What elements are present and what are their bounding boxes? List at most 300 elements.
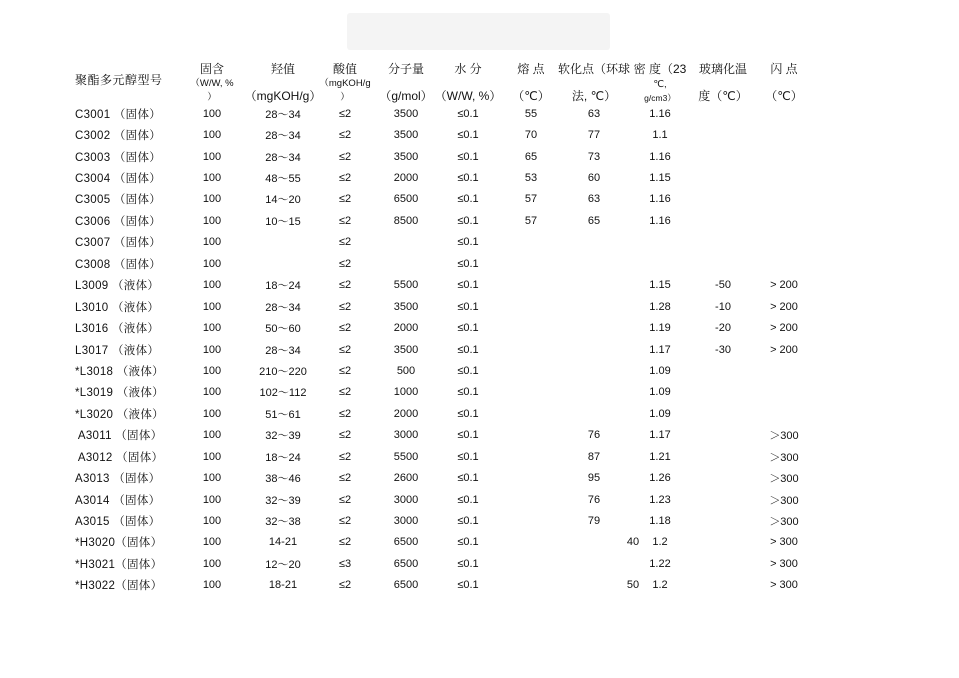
blank-title-highlight-box: [347, 13, 610, 50]
cell-oh: 28～34: [265, 344, 301, 357]
cell-oh: 12～20: [265, 558, 301, 571]
cell-soft: 77: [587, 129, 601, 142]
cell-model: A3015 （固体）: [75, 516, 161, 529]
cell-melt: 70: [524, 129, 538, 142]
cell-solid: 100: [202, 193, 222, 206]
cell-tg: [702, 146, 744, 167]
cell-water: ≤0.1: [457, 557, 479, 570]
column-header-line: （W/W, %）: [434, 89, 502, 104]
cell-oh: 18-21: [268, 579, 298, 592]
cell-solid: 100: [202, 557, 222, 570]
cell-acid: ≤2: [338, 236, 352, 249]
column-header-line: 闪 点: [770, 62, 798, 76]
cell-acid: ≤2: [338, 407, 352, 420]
cell-water: ≤0.1: [457, 150, 479, 163]
cell-melt: 53: [524, 172, 538, 185]
cell-melt: [492, 232, 570, 253]
cell-melt: [492, 532, 570, 553]
cell-acid: ≤2: [338, 257, 352, 270]
column-header-line: 法, ℃）: [571, 89, 617, 104]
cell-model: *L3019 （液体）: [75, 387, 164, 400]
cell-mw: 3500: [393, 343, 419, 356]
cell-tg: [702, 575, 744, 596]
cell-oh: 32～38: [265, 516, 301, 529]
table-row: [72, 275, 824, 296]
cell-density: 1.15: [649, 279, 671, 292]
cell-oh: 18～24: [265, 451, 301, 464]
cell-melt: [492, 317, 570, 338]
cell-flash: > 200: [770, 343, 798, 356]
cell-mw: 5500: [393, 450, 419, 463]
cell-density: 1.16: [649, 214, 671, 227]
column-header-flash: [744, 57, 824, 103]
cell-model: L3009 （液体）: [75, 280, 160, 293]
cell-solid: 100: [202, 107, 222, 120]
cell-flash: > 300: [770, 557, 798, 570]
cell-density: 1.17: [649, 429, 671, 442]
cell-mw: 2600: [393, 472, 419, 485]
cell-model: *H3021（固体）: [75, 558, 163, 571]
column-header-solid: [180, 57, 244, 103]
cell-acid: ≤3: [338, 557, 352, 570]
cell-water: ≤0.1: [457, 279, 479, 292]
cell-model: C3002 （固体）: [75, 130, 162, 143]
column-header-line: 软化点（环球: [558, 62, 631, 76]
table-row: [72, 167, 824, 188]
cell-model: L3010 （液体）: [75, 301, 160, 314]
cell-density: 1.16: [649, 193, 671, 206]
cell-solid: 100: [202, 472, 222, 485]
cell-oh: 10～15: [265, 215, 301, 228]
table-row: [72, 210, 824, 231]
table-row: [72, 467, 824, 488]
cell-water: ≤0.1: [457, 193, 479, 206]
column-header-line: ）: [207, 92, 217, 104]
cell-oh: 28～34: [265, 108, 301, 121]
cell-model: L3017 （液体）: [75, 344, 160, 357]
cell-tg: [702, 553, 744, 574]
cell-oh: 32～39: [265, 494, 301, 507]
cell-mw: 6500: [393, 536, 419, 549]
cell-water: ≤0.1: [457, 107, 479, 120]
column-header-line: 密 度（23: [633, 62, 687, 76]
cell-melt: 65: [524, 150, 538, 163]
table-row: [72, 296, 824, 317]
cell-acid: ≤2: [338, 364, 352, 377]
cell-solid: 100: [202, 279, 222, 292]
cell-melt: [492, 467, 570, 488]
cell-model: A3014 （固体）: [75, 494, 161, 507]
table-row: [72, 146, 824, 167]
cell-density: 1.21: [649, 450, 671, 463]
cell-water: ≤0.1: [457, 172, 479, 185]
table-row: [72, 103, 824, 124]
cell-water: ≤0.1: [457, 472, 479, 485]
cell-mw: [368, 253, 444, 274]
cell-mw: 500: [396, 364, 416, 377]
cell-solid: 100: [202, 257, 222, 270]
cell-water: ≤0.1: [457, 493, 479, 506]
cell-tg: [702, 253, 744, 274]
cell-melt: [492, 360, 570, 381]
cell-flash: > 200: [770, 279, 798, 292]
cell-soft: [570, 275, 618, 296]
cell-flash: ＞300: [769, 473, 799, 486]
cell-tg: [702, 403, 744, 424]
cell-melt: [492, 275, 570, 296]
cell-acid: ≤2: [338, 472, 352, 485]
cell-density: 1.22: [649, 557, 671, 570]
cell-soft: 76: [587, 429, 601, 442]
table-row: [72, 382, 824, 403]
cell-mw: 6500: [393, 557, 419, 570]
cell-acid: ≤2: [338, 150, 352, 163]
cell-oh: [244, 253, 322, 274]
table-row: [72, 489, 824, 510]
cell-soft: 65: [587, 214, 601, 227]
column-header-line: ）: [340, 92, 350, 104]
cell-soft: [570, 403, 618, 424]
column-header-line: （℃）: [512, 89, 550, 104]
cell-oh: 28～34: [265, 301, 301, 314]
cell-model: C3005 （固体）: [75, 194, 162, 207]
cell-flash: [744, 253, 824, 274]
table-row: [72, 532, 824, 553]
table-body: [72, 103, 824, 596]
cell-density: 1.26: [649, 472, 671, 485]
cell-soft: 79: [587, 515, 601, 528]
cell-tg: [702, 103, 744, 124]
cell-acid: ≤2: [338, 193, 352, 206]
cell-oh: 14-21: [268, 536, 298, 549]
column-header-line: （mgKOH/g: [319, 78, 371, 90]
cell-soft: [570, 382, 618, 403]
cell-mw: 3500: [393, 300, 419, 313]
cell-flash: [744, 360, 824, 381]
cell-tg: [702, 124, 744, 145]
cell-mw: 3500: [393, 150, 419, 163]
column-header-line: 羟值: [270, 62, 295, 76]
column-header-soft: [558, 57, 631, 104]
cell-soft: 87: [587, 450, 601, 463]
cell-tg: [702, 510, 744, 531]
cell-tg: [702, 360, 744, 381]
cell-density: 1.16: [649, 150, 671, 163]
cell-mw: 3000: [393, 429, 419, 442]
column-header-line: 分子量: [387, 62, 424, 76]
cell-mw: 2000: [393, 407, 419, 420]
cell-tg: [702, 232, 744, 253]
cell-mw: 2000: [393, 322, 419, 335]
cell-flash: ＞300: [769, 451, 799, 464]
column-header-line: （W/W, %: [190, 78, 234, 90]
cell-soft: 63: [587, 193, 601, 206]
cell-oh: 28～34: [265, 130, 301, 143]
column-header-line: ℃,: [653, 78, 667, 90]
cell-water: ≤0.1: [457, 429, 479, 442]
cell-tg: [702, 489, 744, 510]
cell-solid: 100: [202, 150, 222, 163]
cell-tg: [702, 425, 744, 446]
column-header-density: [618, 57, 702, 103]
cell-solid: 100: [202, 364, 222, 377]
cell-tg: [702, 532, 744, 553]
table-row: [72, 339, 824, 360]
cell-flash: [744, 210, 824, 231]
cell-density: 1.1: [652, 129, 668, 142]
table-row: [72, 360, 824, 381]
cell-tg: [702, 210, 744, 231]
table-row: [72, 575, 824, 596]
cell-solid: 100: [202, 429, 222, 442]
cell-tg: -50: [715, 279, 731, 292]
cell-melt: [492, 253, 570, 274]
cell-density: 1.09: [649, 386, 671, 399]
cell-soft: 60: [587, 172, 601, 185]
cell-water: ≤0.1: [457, 515, 479, 528]
cell-acid: ≤2: [338, 386, 352, 399]
column-header-line: （mgKOH/g）: [244, 89, 322, 104]
column-header-line: （℃）: [765, 89, 803, 104]
cell-melt: 55: [524, 107, 538, 120]
cell-solid: 100: [202, 386, 222, 399]
column-header-line: 度（℃）: [698, 89, 748, 104]
cell-solid: 100: [202, 579, 222, 592]
column-header-oh: [244, 57, 322, 103]
cell-melt: [492, 446, 570, 467]
table-row: [72, 446, 824, 467]
cell-density: 1.23: [649, 493, 671, 506]
cell-solid: 100: [202, 172, 222, 185]
cell-soft: 50: [626, 579, 640, 592]
cell-acid: ≤2: [338, 214, 352, 227]
cell-water: ≤0.1: [457, 236, 479, 249]
column-header-line: 熔 点: [517, 62, 545, 76]
cell-solid: 100: [202, 129, 222, 142]
cell-soft: [570, 232, 618, 253]
cell-flash: ＞300: [769, 516, 799, 529]
cell-melt: [492, 575, 570, 596]
cell-melt: [492, 296, 570, 317]
cell-mw: 6500: [393, 579, 419, 592]
cell-density: 1.16: [649, 107, 671, 120]
table-header-row: [72, 57, 824, 103]
cell-soft: [570, 360, 618, 381]
cell-melt: [492, 510, 570, 531]
cell-solid: 100: [202, 214, 222, 227]
cell-solid: 100: [202, 493, 222, 506]
cell-mw: 1000: [393, 386, 419, 399]
cell-tg: -20: [715, 322, 731, 335]
cell-mw: 6500: [393, 193, 419, 206]
cell-acid: ≤2: [338, 579, 352, 592]
cell-model: *L3020 （液体）: [75, 408, 164, 421]
cell-density: 1.15: [649, 172, 671, 185]
cell-acid: ≤2: [338, 493, 352, 506]
cell-model: A3011 （固体）: [75, 430, 163, 443]
table-row: [72, 124, 824, 145]
cell-model: C3006 （固体）: [75, 215, 162, 228]
table-row: [72, 189, 824, 210]
column-header-line: 固含: [199, 62, 224, 76]
cell-acid: ≤2: [338, 129, 352, 142]
table-row: [72, 553, 824, 574]
cell-acid: ≤2: [338, 322, 352, 335]
cell-model: C3003 （固体）: [75, 151, 162, 164]
cell-water: ≤0.1: [457, 579, 479, 592]
cell-oh: 14～20: [265, 194, 301, 207]
cell-melt: [492, 403, 570, 424]
cell-water: ≤0.1: [457, 536, 479, 549]
cell-acid: ≤2: [338, 172, 352, 185]
cell-acid: ≤2: [338, 536, 352, 549]
column-header-mw: [368, 57, 444, 103]
cell-tg: -30: [715, 343, 731, 356]
column-header-line: （g/mol）: [379, 89, 433, 104]
cell-flash: [744, 232, 824, 253]
column-header-tg: [698, 57, 748, 104]
cell-flash: > 200: [770, 322, 798, 335]
cell-density: 1.18: [649, 515, 671, 528]
cell-oh: [244, 232, 322, 253]
cell-model: *H3020（固体）: [75, 537, 163, 550]
cell-tg: [702, 446, 744, 467]
cell-model: C3008 （固体）: [75, 258, 162, 271]
cell-model: A3013 （固体）: [75, 473, 161, 486]
cell-tg: [702, 382, 744, 403]
cell-oh: 50～60: [265, 323, 301, 336]
cell-solid: 100: [202, 343, 222, 356]
cell-mw: 3500: [393, 107, 419, 120]
cell-oh: 48～55: [265, 173, 301, 186]
column-header-line: 酸值: [332, 62, 357, 76]
column-header-model: [72, 57, 180, 103]
cell-oh: 102～112: [259, 387, 307, 400]
cell-flash: [744, 146, 824, 167]
cell-acid: ≤2: [338, 300, 352, 313]
cell-oh: 32～39: [265, 430, 301, 443]
cell-mw: 2000: [393, 172, 419, 185]
cell-solid: 100: [202, 407, 222, 420]
cell-solid: 100: [202, 450, 222, 463]
cell-flash: [744, 189, 824, 210]
cell-flash: ＞300: [769, 430, 799, 443]
cell-soft: [570, 317, 618, 338]
cell-oh: 18～24: [265, 280, 301, 293]
cell-melt: [492, 339, 570, 360]
cell-melt: [492, 553, 570, 574]
cell-melt: [492, 425, 570, 446]
cell-acid: ≤2: [338, 279, 352, 292]
cell-water: ≤0.1: [457, 386, 479, 399]
cell-soft: 73: [587, 150, 601, 163]
cell-melt: [492, 382, 570, 403]
cell-soft: [570, 253, 618, 274]
table-row: [72, 253, 824, 274]
cell-melt: 57: [524, 193, 538, 206]
table-row: [72, 232, 824, 253]
cell-solid: 100: [202, 515, 222, 528]
cell-density: 1.28: [649, 300, 671, 313]
cell-flash: [744, 403, 824, 424]
cell-mw: 3000: [393, 493, 419, 506]
cell-soft: 76: [587, 493, 601, 506]
table-row: [72, 403, 824, 424]
cell-mw: 3500: [393, 129, 419, 142]
column-header-water: [434, 57, 502, 104]
cell-acid: ≤2: [338, 515, 352, 528]
cell-water: ≤0.1: [457, 364, 479, 377]
cell-solid: 100: [202, 236, 222, 249]
cell-soft: [570, 553, 618, 574]
cell-tg: [702, 189, 744, 210]
cell-oh: 210～220: [259, 365, 307, 378]
cell-tg: -10: [715, 300, 731, 313]
cell-density: [618, 232, 702, 253]
cell-soft: [570, 339, 618, 360]
cell-tg: [702, 167, 744, 188]
table-row: [72, 317, 824, 338]
cell-soft: 95: [587, 472, 601, 485]
cell-water: ≤0.1: [457, 343, 479, 356]
cell-mw: 5500: [393, 279, 419, 292]
cell-mw: 3000: [393, 515, 419, 528]
cell-acid: ≤2: [338, 450, 352, 463]
cell-solid: 100: [202, 300, 222, 313]
cell-soft: 63: [587, 107, 601, 120]
cell-soft: 40: [626, 536, 640, 549]
cell-water: ≤0.1: [457, 322, 479, 335]
cell-acid: ≤2: [338, 429, 352, 442]
cell-model: C3004 （固体）: [75, 173, 162, 186]
cell-density: 1.09: [649, 364, 671, 377]
cell-density: 1.2: [652, 536, 668, 549]
cell-model: C3007 （固体）: [75, 237, 162, 250]
cell-solid: 100: [202, 322, 222, 335]
cell-density: [618, 253, 702, 274]
cell-density: 1.2: [652, 579, 668, 592]
cell-water: ≤0.1: [457, 214, 479, 227]
cell-flash: [744, 124, 824, 145]
cell-solid: 100: [202, 536, 222, 549]
cell-model: C3001 （固体）: [75, 108, 162, 121]
cell-soft: [570, 296, 618, 317]
cell-mw: [368, 232, 444, 253]
column-header-acid: [319, 57, 371, 104]
cell-flash: [744, 167, 824, 188]
column-header-line: 水 分: [454, 62, 482, 76]
cell-flash: ＞300: [769, 494, 799, 507]
cell-water: ≤0.1: [457, 450, 479, 463]
cell-water: ≤0.1: [457, 129, 479, 142]
cell-oh: 28～34: [265, 151, 301, 164]
cell-oh: 38～46: [265, 473, 301, 486]
cell-model: A3012 （固体）: [75, 451, 164, 464]
cell-acid: ≤2: [338, 343, 352, 356]
cell-tg: [702, 467, 744, 488]
cell-density: 1.19: [649, 322, 671, 335]
column-header-line: g/cm3）: [644, 93, 676, 104]
cell-model: L3016 （液体）: [75, 323, 160, 336]
polyester-polyol-spec-table: [72, 57, 824, 596]
cell-water: ≤0.1: [457, 257, 479, 270]
column-header-line: 玻璃化温: [699, 62, 748, 76]
column-header-line: 聚酯多元醇型号: [75, 72, 163, 87]
cell-melt: [492, 489, 570, 510]
cell-flash: [744, 103, 824, 124]
cell-density: 1.17: [649, 343, 671, 356]
cell-density: 1.09: [649, 407, 671, 420]
